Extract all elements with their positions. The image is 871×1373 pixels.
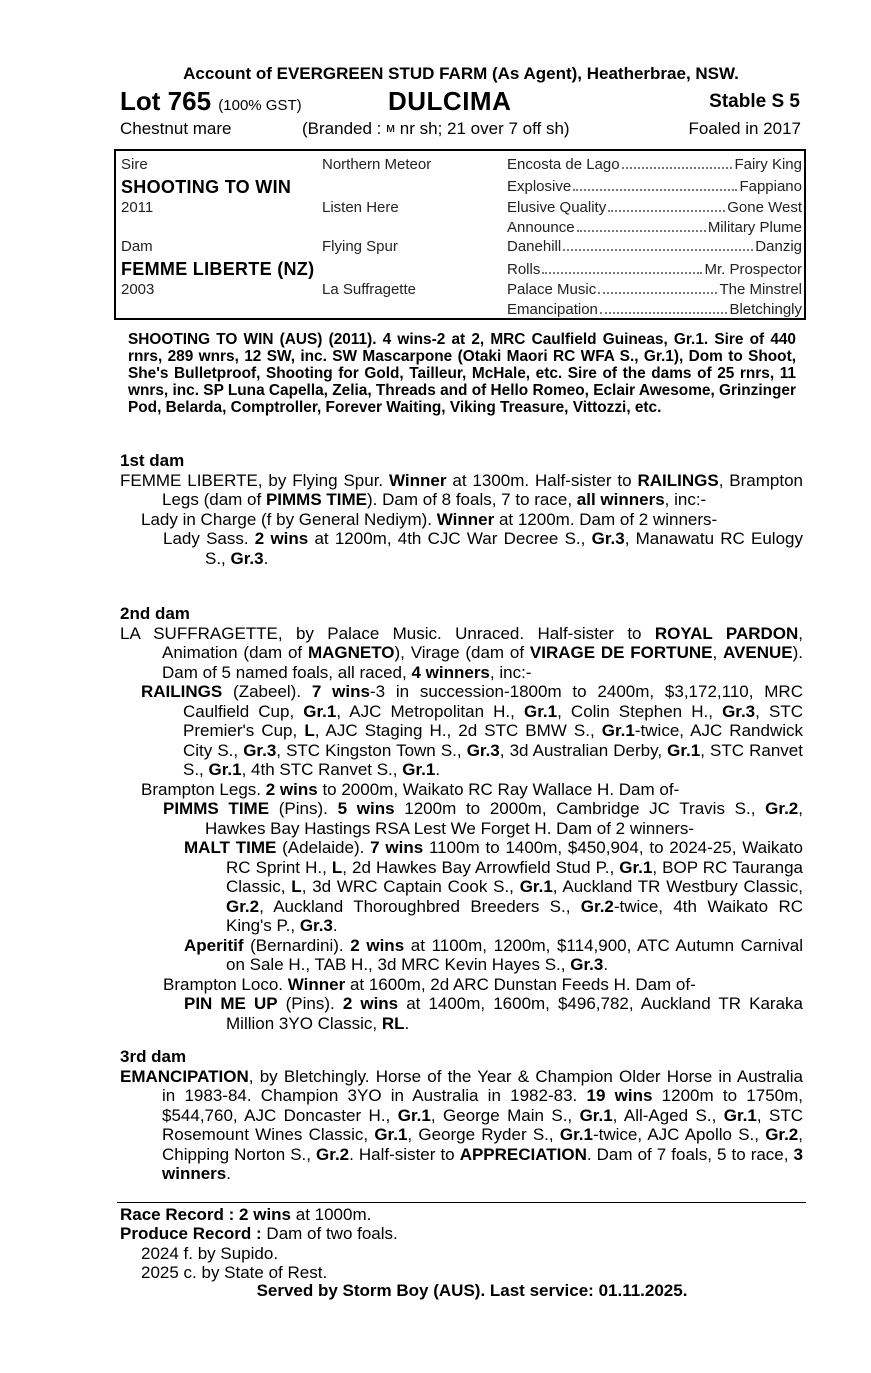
foal-entry: 2025 c. by State of Rest. bbox=[141, 1263, 328, 1282]
brand-mark-icon: ᴍ bbox=[386, 120, 396, 135]
text-run: to 2000m, Waikato RC Ray Wallace H. Dam of- bbox=[317, 779, 680, 799]
bold-run: 7 wins bbox=[370, 838, 424, 857]
foaled-year: Foaled in 2017 bbox=[688, 119, 801, 138]
text-run: Brampton Legs. bbox=[141, 779, 266, 799]
text-run: . bbox=[226, 1164, 231, 1183]
bold-run: Gr.3 bbox=[591, 529, 625, 548]
second-dam-great-grand-progeny bbox=[120, 838, 803, 936]
bold-run: 3 winners bbox=[162, 1144, 803, 1183]
vendor-account: Account of EVERGREEN STUD FARM (As Agent), Heatherbrae, NSW. bbox=[183, 64, 739, 83]
brand-prefix: (Branded : bbox=[302, 119, 382, 138]
horse-description: Chestnut mare bbox=[120, 119, 232, 138]
ancestor-left: Emancipation bbox=[507, 301, 598, 318]
bold-run: Gr.3 bbox=[230, 548, 264, 568]
bold-run: Gr.1 bbox=[524, 701, 558, 721]
text-run: , BOP RC Tauranga Classic, bbox=[226, 857, 804, 896]
bold-run: Gr.2 bbox=[765, 799, 799, 818]
dam-name: FEMME LIBERTE (NZ) bbox=[121, 259, 315, 279]
bold-run: APPRECIATION bbox=[459, 1144, 587, 1164]
bold-run: Gr.3 bbox=[466, 740, 500, 760]
bold-run: MAGNETO bbox=[307, 643, 395, 662]
bold-run: RAILINGS bbox=[141, 682, 223, 701]
bold-run: Gr.1 bbox=[519, 877, 553, 896]
text-run: , Manawatu RC Eulogy S., bbox=[205, 529, 803, 568]
text-run: , Brampton Legs (dam of bbox=[162, 470, 803, 509]
text-run: ). Dam of 5 named foals, all raced, bbox=[162, 643, 803, 682]
bold-run: 7 wins bbox=[311, 682, 370, 701]
ancestor-left: Elusive Quality bbox=[507, 199, 607, 216]
ancestor-left: Encosta de Lago bbox=[507, 156, 620, 173]
text-run: , STC Premier's Cup, bbox=[183, 701, 803, 740]
text-run: 1100m to 1400m, $450,904, to 2024-25, Waikato RC Sprint H., bbox=[226, 838, 803, 877]
bold-run: RL bbox=[381, 1013, 405, 1033]
text-run: at 1600m, 2d ARC Dunstan Feeds H. Dam of- bbox=[345, 974, 696, 994]
bold-run: Gr.3 bbox=[722, 701, 756, 721]
text-run: 1200m to 1750m, $544,760, AJC Doncaster H., bbox=[162, 1086, 803, 1125]
text-run: , Animation (dam of bbox=[162, 623, 804, 662]
bold-run: L bbox=[291, 877, 302, 896]
second-dam-section bbox=[120, 604, 803, 1033]
text-run: . bbox=[332, 916, 338, 935]
text-run: , Chipping Norton S., bbox=[162, 1125, 804, 1164]
text-run: , Colin Stephen H., bbox=[557, 701, 723, 721]
text-run: (Pins). bbox=[269, 799, 338, 818]
bold-run: Gr.2 bbox=[226, 896, 260, 916]
bold-run: RAILINGS bbox=[637, 470, 719, 490]
text-run: at 1200m. Dam of 2 winners- bbox=[494, 509, 718, 529]
text-run: , STC Kingston Town S., bbox=[276, 740, 467, 760]
text-run: (Adelaide). bbox=[276, 838, 371, 857]
bold-run: Gr.2 bbox=[316, 1144, 350, 1164]
bold-run: PIMMS TIME bbox=[163, 799, 270, 818]
bold-run: 2 wins bbox=[350, 935, 405, 955]
bold-run: Gr.3 bbox=[570, 955, 604, 974]
dam-label: Dam bbox=[121, 238, 153, 255]
text-run: , All-Aged S., bbox=[612, 1105, 724, 1125]
text-run: FEMME LIBERTE, by Flying Spur. bbox=[120, 470, 390, 490]
second-dam-great-grand-progeny bbox=[120, 936, 803, 975]
text-run: , inc:- bbox=[664, 490, 707, 509]
bold-run: Gr.3 bbox=[243, 740, 277, 760]
bold-run: L bbox=[304, 721, 315, 740]
bold-run: PIMMS TIME bbox=[265, 490, 368, 509]
ancestor-right: Gone West bbox=[727, 199, 802, 216]
sire-label: Sire bbox=[121, 156, 148, 173]
brand-suffix: nr sh; 21 over 7 off sh) bbox=[399, 119, 570, 138]
text-run: Lady in Charge (f by General Nediym). bbox=[141, 509, 437, 529]
third-dam-heading: 3rd dam bbox=[120, 1047, 187, 1066]
bold-run: 19 wins bbox=[586, 1086, 653, 1105]
lot-label: Lot 765 bbox=[120, 86, 212, 116]
bold-run: EMANCIPATION bbox=[120, 1066, 249, 1086]
bold-run: AVENUE bbox=[723, 643, 793, 662]
second-dam-heading: 2nd dam bbox=[120, 604, 190, 623]
text-run: , AJC Staging H., 2d STC BMW S., bbox=[314, 721, 602, 740]
bold-run: all winners bbox=[576, 490, 665, 509]
bold-run: Gr.1 bbox=[208, 760, 242, 779]
sire-name: SHOOTING TO WIN bbox=[121, 177, 292, 197]
produce-record-label: Produce Record : bbox=[120, 1224, 262, 1243]
text-run: LA SUFFRAGETTE, by Palace Music. Unraced. Half-sister to bbox=[120, 623, 655, 643]
bold-run: Gr.1 bbox=[579, 1105, 613, 1125]
bold-run: 2 wins bbox=[342, 994, 399, 1013]
text-run: at 1400m, 1600m, $496,782, Auckland TR Karaka Million 3YO Classic, bbox=[226, 994, 803, 1033]
race-record-label: Race Record : 2 wins bbox=[120, 1205, 292, 1224]
text-run: , Auckland Thoroughbred Breeders S., bbox=[259, 896, 581, 916]
bold-run: PIN ME UP bbox=[184, 994, 278, 1013]
ancestor-left: Danehill bbox=[507, 238, 562, 255]
first-dam-progeny-foal bbox=[120, 529, 803, 568]
text-run: -twice, 4th Waikato RC King's P., bbox=[226, 896, 804, 935]
text-run: , 3d WRC Captain Cook S., bbox=[301, 877, 520, 896]
pedigree-third-gen-row bbox=[507, 301, 802, 318]
pedigree-third-gen-row bbox=[507, 199, 802, 216]
text-run: . bbox=[263, 548, 269, 568]
text-run: at 1200m, 4th CJC War Decree S., bbox=[308, 529, 592, 548]
ancestor-left: Explosive bbox=[507, 178, 572, 195]
ancestor-right: The Minstrel bbox=[719, 281, 802, 298]
ancestor-right: Mr. Prospector bbox=[704, 261, 802, 278]
sire-summary: SHOOTING TO WIN (AUS) (2011). 4 wins-2 at 2, MRC Caulfield Guineas, Gr.1. Sire of 440 rnrs, 289 wnrs, 12 SW, inc. SW Mascarpone (Otaki Maori RC WFA S., Gr.1), Dom to Shoot, She's Bulletproof, Shooting for Gold, Tailleur, McHale, etc. Sire of the dams of 25 rnrs, 11 wnrs, inc. SP Luna Capella, Zelia, Threads and of Hello Romeo, Eclair Awesome, Grinzinger Pod, Belarda, Comptroller, Forever Waiting, Viking Treasure, Vittozzi, etc. bbox=[128, 331, 796, 416]
race-record-detail: at 1000m. bbox=[291, 1205, 372, 1224]
second-dam-progeny bbox=[120, 682, 803, 780]
pedigree-third-gen-row bbox=[507, 178, 802, 195]
text-run: . bbox=[435, 760, 441, 779]
text-run: , STC Ranvet S., bbox=[183, 740, 803, 779]
bold-run: Winner bbox=[287, 974, 346, 994]
service-note: Served by Storm Boy (AUS). Last service: 01.11.2025. bbox=[256, 1281, 688, 1300]
text-run: . bbox=[603, 955, 609, 974]
bold-run: Winner bbox=[436, 509, 495, 529]
foal-entry: 2024 f. by Supido. bbox=[141, 1244, 279, 1263]
bold-run: VIRAGE DE FORTUNE bbox=[529, 643, 713, 662]
produce-record-detail: Dam of two foals. bbox=[261, 1224, 398, 1243]
ancestor-left: Announce bbox=[507, 219, 575, 236]
text-run: ), Virage (dam of bbox=[394, 643, 530, 662]
first-dam-section bbox=[120, 451, 803, 568]
horse-name: DULCIMA bbox=[388, 86, 512, 116]
first-dam-paragraph bbox=[120, 471, 803, 510]
ancestor-right: Bletchingly bbox=[729, 301, 802, 318]
text-run: (Pins). bbox=[277, 994, 343, 1013]
text-run: at 1100m, 1200m, $114,900, ATC Autumn Carnival on Sale H., TAB H., 3d MRC Kevin Hayes S., bbox=[226, 935, 803, 974]
second-dam-grand-progeny bbox=[120, 975, 803, 995]
sire-dam: Listen Here bbox=[322, 199, 399, 216]
text-run: , Hawkes Bay Hastings RSA Lest We Forget H. Dam of 2 winners- bbox=[205, 799, 803, 838]
text-run: , bbox=[712, 643, 724, 662]
ancestor-right: Military Plume bbox=[707, 219, 802, 236]
third-dam-paragraph bbox=[120, 1067, 803, 1184]
ancestor-right: Danzig bbox=[755, 238, 802, 255]
bold-run: MALT TIME bbox=[184, 838, 277, 857]
brand-info bbox=[302, 119, 570, 139]
third-dam-section bbox=[120, 1047, 803, 1184]
ancestor-right: Fairy King bbox=[734, 156, 802, 173]
text-run: Brampton Loco. bbox=[163, 974, 288, 994]
second-dam-paragraph bbox=[120, 624, 803, 683]
bold-run: Gr.3 bbox=[299, 916, 333, 935]
second-dam-progeny bbox=[120, 780, 803, 800]
bold-run: Gr.1 bbox=[619, 857, 653, 877]
second-dam-grand-progeny bbox=[120, 799, 803, 838]
text-run: , inc:- bbox=[489, 662, 532, 682]
bold-run: 5 wins bbox=[337, 799, 395, 818]
text-run: . Half-sister to bbox=[349, 1144, 460, 1164]
text-run: (Bernardini). bbox=[243, 935, 351, 955]
pedigree-third-gen-row bbox=[507, 156, 802, 173]
race-record bbox=[120, 1205, 371, 1225]
lot-number bbox=[120, 86, 302, 117]
bold-run: L bbox=[331, 857, 343, 877]
bold-run: Winner bbox=[389, 470, 447, 490]
text-run: -3 in succession-1800m to 2400m, $3,172,110, MRC Caulfield Cup, bbox=[183, 682, 803, 721]
text-run: , AJC Metropolitan H., bbox=[336, 701, 524, 721]
ancestor-left: Rolls bbox=[507, 261, 541, 278]
pedigree-third-gen-row bbox=[507, 238, 802, 255]
text-run: Lady Sass. bbox=[163, 529, 255, 548]
text-run: at 1300m. Half-sister to bbox=[446, 470, 638, 490]
dam-dam: La Suffragette bbox=[322, 281, 416, 298]
ancestor-left: Palace Music bbox=[507, 281, 597, 298]
stable-number: Stable S 5 bbox=[709, 91, 800, 112]
text-run: -twice, AJC Apollo S., bbox=[592, 1125, 766, 1144]
pedigree-third-gen-row bbox=[507, 261, 802, 278]
second-dam-great-grand-progeny bbox=[120, 994, 803, 1033]
text-run: -twice, AJC Randwick City S., bbox=[183, 721, 804, 760]
pedigree-table bbox=[114, 149, 806, 320]
bold-run: Gr.2 bbox=[580, 896, 614, 916]
bold-run: Gr.1 bbox=[402, 760, 436, 779]
text-run: , by Bletchingly. Horse of the Year & Champion Older Horse in Australia in 1983-84. Champion 3YO in Australia in 1982-83. bbox=[162, 1066, 803, 1105]
bold-run: Gr.1 bbox=[397, 1105, 431, 1125]
bold-run: Gr.1 bbox=[723, 1105, 757, 1125]
bold-run: ROYAL PARDON bbox=[654, 623, 799, 643]
pedigree-third-gen-row bbox=[507, 219, 802, 236]
text-run: (Zabeel). bbox=[222, 682, 312, 701]
text-run: , 4th STC Ranvet S., bbox=[241, 760, 403, 779]
bold-run: Aperitif bbox=[184, 935, 244, 955]
pedigree-third-gen-row bbox=[507, 281, 802, 298]
text-run: ). Dam of 8 foals, 7 to race, bbox=[367, 490, 577, 509]
produce-record bbox=[120, 1224, 398, 1244]
text-run: 1200m to 2000m, Cambridge JC Travis S., bbox=[394, 799, 766, 818]
first-dam-progeny bbox=[120, 510, 803, 530]
text-run: , George Ryder S., bbox=[407, 1125, 560, 1144]
bold-run: 2 wins bbox=[265, 779, 318, 799]
text-run: , George Main S., bbox=[430, 1105, 580, 1125]
section-divider bbox=[117, 1202, 806, 1203]
bold-run: Gr.1 bbox=[303, 701, 337, 721]
text-run: . bbox=[404, 1013, 410, 1033]
bold-run: Gr.1 bbox=[601, 721, 635, 740]
bold-run: Gr.1 bbox=[374, 1125, 408, 1144]
first-dam-heading: 1st dam bbox=[120, 451, 185, 470]
sire-sire: Northern Meteor bbox=[322, 156, 432, 173]
bold-run: 2 wins bbox=[254, 529, 309, 548]
bold-run: Gr.2 bbox=[765, 1125, 799, 1144]
ancestor-right: Fappiano bbox=[739, 178, 802, 195]
bold-run: Gr.1 bbox=[559, 1125, 593, 1144]
bold-run: Gr.1 bbox=[667, 740, 701, 760]
text-run: , 3d Australian Derby, bbox=[499, 740, 668, 760]
text-run: , Auckland TR Westbury Classic, bbox=[552, 877, 804, 896]
text-run: , STC Rosemount Wines Classic, bbox=[162, 1105, 804, 1144]
text-run: , 2d Hawkes Bay Arrowfield Stud P., bbox=[342, 857, 620, 877]
dam-year: 2003 bbox=[121, 281, 155, 298]
sire-year: 2011 bbox=[121, 199, 154, 216]
bold-run: 4 winners bbox=[411, 662, 490, 682]
dam-sire: Flying Spur bbox=[322, 238, 398, 255]
gst-note: (100% GST) bbox=[218, 97, 302, 114]
text-run: . Dam of 7 foals, 5 to race, bbox=[586, 1144, 794, 1164]
